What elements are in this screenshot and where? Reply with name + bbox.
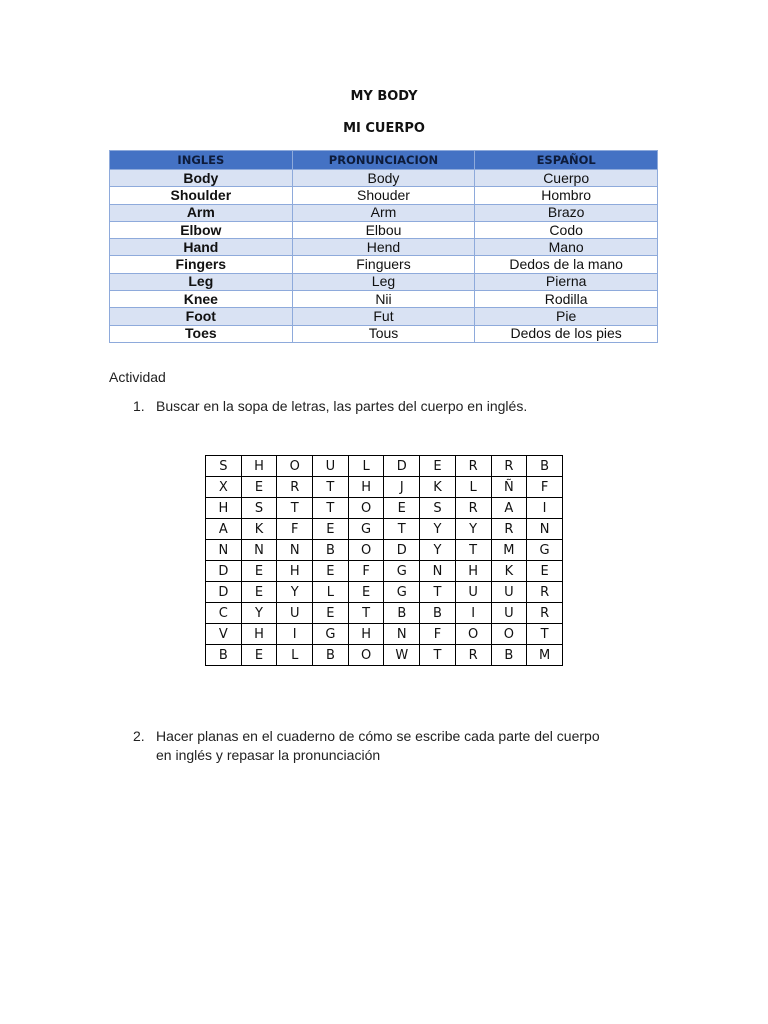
grid-letter: E bbox=[241, 645, 277, 666]
grid-row bbox=[206, 477, 563, 498]
grid-letter: F bbox=[348, 561, 384, 582]
table-row bbox=[110, 256, 658, 273]
vocabulary-header-row bbox=[110, 151, 658, 170]
grid-letter: E bbox=[527, 561, 563, 582]
cell-pronunciation: Body bbox=[292, 170, 475, 187]
grid-letter: B bbox=[420, 603, 456, 624]
grid-letter: E bbox=[313, 561, 349, 582]
grid-letter: N bbox=[277, 540, 313, 561]
grid-row bbox=[206, 456, 563, 477]
grid-letter: B bbox=[491, 645, 527, 666]
grid-letter: T bbox=[420, 645, 456, 666]
grid-letter: R bbox=[455, 498, 491, 519]
grid-letter: R bbox=[527, 603, 563, 624]
grid-letter: K bbox=[420, 477, 456, 498]
grid-letter: H bbox=[241, 624, 277, 645]
header-pronunciacion: PRONUNCIACION bbox=[292, 151, 475, 170]
page-subtitle: MI CUERPO bbox=[343, 121, 425, 136]
instruction-item-2 bbox=[133, 727, 673, 764]
table-row bbox=[110, 239, 658, 256]
grid-letter: G bbox=[313, 624, 349, 645]
grid-letter: N bbox=[206, 540, 242, 561]
grid-letter: O bbox=[348, 540, 384, 561]
grid-letter: U bbox=[455, 582, 491, 603]
grid-letter: G bbox=[384, 561, 420, 582]
grid-letter: N bbox=[241, 540, 277, 561]
grid-letter: E bbox=[241, 582, 277, 603]
grid-row bbox=[206, 519, 563, 540]
grid-letter: T bbox=[313, 498, 349, 519]
cell-english: Toes bbox=[110, 325, 293, 342]
cell-spanish: Dedos de los pies bbox=[475, 325, 658, 342]
cell-pronunciation: Leg bbox=[292, 273, 475, 290]
cell-spanish: Dedos de la mano bbox=[475, 256, 658, 273]
grid-letter: T bbox=[348, 603, 384, 624]
cell-english: Knee bbox=[110, 291, 293, 308]
grid-letter: O bbox=[348, 645, 384, 666]
grid-letter: U bbox=[277, 603, 313, 624]
table-row bbox=[110, 273, 658, 290]
grid-row bbox=[206, 603, 563, 624]
grid-letter: N bbox=[384, 624, 420, 645]
table-row bbox=[110, 308, 658, 325]
cell-pronunciation: Fut bbox=[292, 308, 475, 325]
grid-letter: H bbox=[455, 561, 491, 582]
activity-label: Actividad bbox=[109, 369, 166, 385]
grid-row bbox=[206, 561, 563, 582]
grid-letter: T bbox=[277, 498, 313, 519]
table-row bbox=[110, 187, 658, 204]
cell-pronunciation: Arm bbox=[292, 204, 475, 221]
grid-letter: T bbox=[455, 540, 491, 561]
cell-spanish: Hombro bbox=[475, 187, 658, 204]
grid-letter: O bbox=[348, 498, 384, 519]
cell-english: Leg bbox=[110, 273, 293, 290]
grid-letter: H bbox=[241, 456, 277, 477]
grid-letter: I bbox=[455, 603, 491, 624]
grid-letter: R bbox=[455, 456, 491, 477]
table-row bbox=[110, 170, 658, 187]
grid-letter: B bbox=[384, 603, 420, 624]
cell-english: Fingers bbox=[110, 256, 293, 273]
grid-letter: T bbox=[527, 624, 563, 645]
grid-letter: C bbox=[206, 603, 242, 624]
grid-letter: Y bbox=[420, 519, 456, 540]
grid-letter: E bbox=[420, 456, 456, 477]
grid-letter: R bbox=[491, 456, 527, 477]
grid-letter: E bbox=[241, 561, 277, 582]
grid-letter: S bbox=[241, 498, 277, 519]
grid-letter: I bbox=[277, 624, 313, 645]
grid-letter: L bbox=[455, 477, 491, 498]
grid-letter: T bbox=[384, 519, 420, 540]
grid-letter: E bbox=[384, 498, 420, 519]
cell-english: Body bbox=[110, 170, 293, 187]
grid-letter: R bbox=[491, 519, 527, 540]
grid-letter: F bbox=[277, 519, 313, 540]
vocabulary-table bbox=[109, 150, 658, 343]
grid-letter: V bbox=[206, 624, 242, 645]
table-row bbox=[110, 204, 658, 221]
grid-letter: Y bbox=[241, 603, 277, 624]
item-number: 1. bbox=[133, 398, 145, 414]
grid-letter: L bbox=[348, 456, 384, 477]
grid-letter: Ñ bbox=[491, 477, 527, 498]
item-number: 2. bbox=[133, 728, 145, 744]
grid-letter: U bbox=[313, 456, 349, 477]
grid-letter: E bbox=[313, 603, 349, 624]
grid-letter: U bbox=[491, 582, 527, 603]
grid-letter: K bbox=[491, 561, 527, 582]
grid-letter: F bbox=[420, 624, 456, 645]
cell-spanish: Mano bbox=[475, 239, 658, 256]
table-row bbox=[110, 291, 658, 308]
grid-letter: F bbox=[527, 477, 563, 498]
grid-letter: D bbox=[206, 561, 242, 582]
header-ingles: INGLES bbox=[110, 151, 293, 170]
cell-english: Arm bbox=[110, 204, 293, 221]
grid-letter: R bbox=[455, 645, 491, 666]
grid-letter: R bbox=[527, 582, 563, 603]
grid-letter: O bbox=[455, 624, 491, 645]
grid-letter: H bbox=[348, 624, 384, 645]
cell-spanish: Pie bbox=[475, 308, 658, 325]
grid-row bbox=[206, 624, 563, 645]
cell-pronunciation: Hend bbox=[292, 239, 475, 256]
grid-letter: D bbox=[384, 456, 420, 477]
table-row bbox=[110, 325, 658, 342]
grid-letter: J bbox=[384, 477, 420, 498]
grid-letter: U bbox=[491, 603, 527, 624]
grid-letter: Y bbox=[277, 582, 313, 603]
grid-letter: M bbox=[491, 540, 527, 561]
word-search-grid bbox=[205, 455, 563, 666]
grid-letter: B bbox=[313, 540, 349, 561]
grid-letter: I bbox=[527, 498, 563, 519]
item-text-line-1: Hacer planas en el cuaderno de cómo se escribe cada parte del cuerpo bbox=[156, 728, 600, 744]
grid-letter: S bbox=[206, 456, 242, 477]
grid-letter: A bbox=[206, 519, 242, 540]
grid-letter: S bbox=[420, 498, 456, 519]
grid-letter: M bbox=[527, 645, 563, 666]
grid-letter: T bbox=[313, 477, 349, 498]
grid-letter: R bbox=[277, 477, 313, 498]
cell-english: Hand bbox=[110, 239, 293, 256]
grid-letter: G bbox=[527, 540, 563, 561]
cell-english: Elbow bbox=[110, 221, 293, 238]
grid-letter: B bbox=[206, 645, 242, 666]
grid-letter: G bbox=[348, 519, 384, 540]
grid-letter: N bbox=[420, 561, 456, 582]
grid-letter: O bbox=[491, 624, 527, 645]
item-text: Buscar en la sopa de letras, las partes del cuerpo en inglés. bbox=[156, 398, 528, 414]
header-espanol: ESPAÑOL bbox=[475, 151, 658, 170]
grid-letter: L bbox=[313, 582, 349, 603]
item-text-line-2: en inglés y repasar la pronunciación bbox=[156, 746, 381, 763]
page-title: MY BODY bbox=[350, 89, 418, 104]
cell-spanish: Codo bbox=[475, 221, 658, 238]
grid-letter: T bbox=[420, 582, 456, 603]
cell-spanish: Brazo bbox=[475, 204, 658, 221]
cell-pronunciation: Finguers bbox=[292, 256, 475, 273]
grid-letter: A bbox=[491, 498, 527, 519]
grid-letter: H bbox=[277, 561, 313, 582]
cell-spanish: Pierna bbox=[475, 273, 658, 290]
cell-pronunciation: Nii bbox=[292, 291, 475, 308]
grid-letter: B bbox=[313, 645, 349, 666]
grid-letter: N bbox=[527, 519, 563, 540]
grid-row bbox=[206, 645, 563, 666]
grid-row bbox=[206, 498, 563, 519]
grid-letter: E bbox=[348, 582, 384, 603]
grid-letter: O bbox=[277, 456, 313, 477]
grid-letter: D bbox=[206, 582, 242, 603]
grid-letter: H bbox=[348, 477, 384, 498]
cell-pronunciation: Shouder bbox=[292, 187, 475, 204]
grid-row bbox=[206, 582, 563, 603]
table-row bbox=[110, 221, 658, 238]
cell-spanish: Rodilla bbox=[475, 291, 658, 308]
grid-letter: E bbox=[313, 519, 349, 540]
grid-letter: L bbox=[277, 645, 313, 666]
grid-letter: H bbox=[206, 498, 242, 519]
instruction-item-1 bbox=[133, 398, 527, 414]
grid-letter: W bbox=[384, 645, 420, 666]
cell-english: Shoulder bbox=[110, 187, 293, 204]
grid-row bbox=[206, 540, 563, 561]
grid-letter: B bbox=[527, 456, 563, 477]
grid-letter: X bbox=[206, 477, 242, 498]
grid-letter: G bbox=[384, 582, 420, 603]
grid-letter: K bbox=[241, 519, 277, 540]
cell-spanish: Cuerpo bbox=[475, 170, 658, 187]
cell-english: Foot bbox=[110, 308, 293, 325]
grid-letter: E bbox=[241, 477, 277, 498]
grid-letter: D bbox=[384, 540, 420, 561]
grid-letter: Y bbox=[420, 540, 456, 561]
cell-pronunciation: Tous bbox=[292, 325, 475, 342]
grid-letter: Y bbox=[455, 519, 491, 540]
cell-pronunciation: Elbou bbox=[292, 221, 475, 238]
